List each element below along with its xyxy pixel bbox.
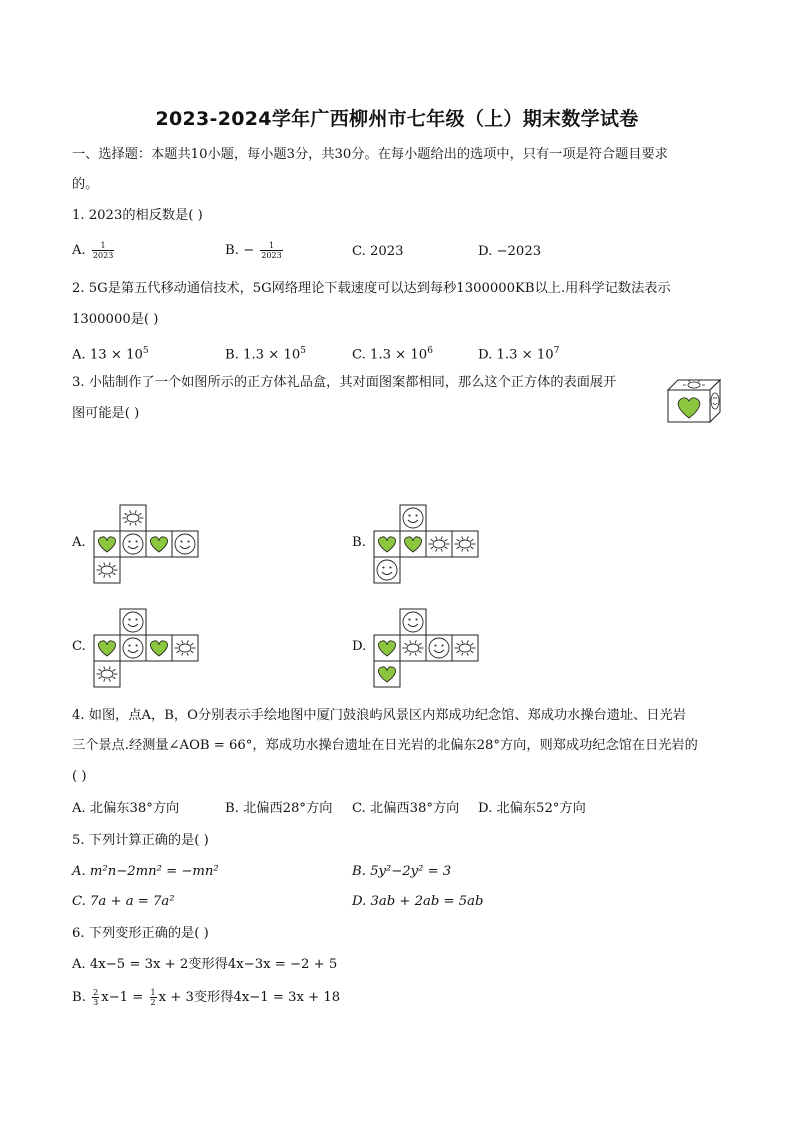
q6-b-frac1-num: 2 xyxy=(93,988,99,997)
q6-b-mid: x−1 = xyxy=(101,990,144,1005)
q3-net-c xyxy=(92,608,202,688)
q6-b-rest: x + 3变形得4x−1 = 3x + 18 xyxy=(158,990,341,1005)
q3-line2: 图可能是( ) xyxy=(72,406,140,421)
q1-option-c: C. 2023 xyxy=(352,244,404,259)
q5-stem: 5. 下列计算正确的是( ) xyxy=(72,833,209,848)
q5-option-b: B. 5y²−2y² = 3 xyxy=(352,864,452,879)
q2-c-base: C. 1.3 × 10 xyxy=(352,347,428,363)
section-heading-line2: 的。 xyxy=(72,177,99,192)
q1-a-denominator: 2023 xyxy=(92,251,114,260)
q3-net-d xyxy=(372,608,482,688)
q4-option-c: C. 北偏西38°方向 xyxy=(352,801,460,816)
q6-option-a: A. 4x−5 = 3x + 2变形得4x−3x = −2 + 5 xyxy=(72,957,338,972)
q5-option-c: C. 7a + a = 7a² xyxy=(72,894,175,909)
q2-c-exponent: 6 xyxy=(427,346,433,356)
q1-option-b xyxy=(225,241,285,260)
smiley-icon xyxy=(123,534,143,554)
q4-line2: 三个景点.经测量∠AOB = 66°，郑成功水操台遗址在日光岩的北偏东28°方向，则郑成功纪念馆在日光岩的 xyxy=(72,738,698,753)
smiley-icon xyxy=(123,612,143,632)
q3-line1: 3. 小陆制作了一个如图所示的正方体礼品盒，其对面图案都相同，那么这个正方体的表面展开 xyxy=(72,375,617,390)
q1-option-d: D. −2023 xyxy=(478,244,542,259)
page-title: 2023-2024学年广西柳州市七年级（上）期末数学试卷 xyxy=(155,108,639,130)
q4-line3: ( ) xyxy=(72,769,87,784)
smiley-icon xyxy=(175,534,195,554)
q6-option-b-label: B. xyxy=(72,990,86,1005)
q4-option-a: A. 北偏东38°方向 xyxy=(72,801,180,816)
q2-line1: 2. 5G是第五代移动通信技术，5G网络理论下载速度可以达到每秒1300000KB以上.用科学记数法表示 xyxy=(72,281,671,296)
q6-stem: 6. 下列变形正确的是( ) xyxy=(72,926,209,941)
q3-option-b-label: B. xyxy=(352,535,366,550)
q3-option-a-label: A. xyxy=(72,535,86,550)
q3-option-d-label: D. xyxy=(352,639,367,654)
smiley-icon xyxy=(377,560,397,580)
q2-option-c xyxy=(352,342,433,364)
q2-d-base: D. 1.3 × 10 xyxy=(478,347,554,363)
q2-option-a xyxy=(72,342,149,364)
q2-d-exponent: 7 xyxy=(553,346,560,356)
q1-stem: 1. 2023的相反数是( ) xyxy=(72,208,203,223)
q2-option-d xyxy=(478,342,559,364)
smiley-icon xyxy=(403,508,423,528)
q1-option-a-fraction xyxy=(92,241,114,260)
q1-option-b-fraction xyxy=(260,241,282,260)
smiley-icon xyxy=(123,638,143,658)
q3-net-a xyxy=(92,504,202,584)
q4-option-d: D. 北偏东52°方向 xyxy=(478,801,586,816)
q5-option-d: D. 3ab + 2ab = 5ab xyxy=(352,894,484,909)
q1-b-numerator: 1 xyxy=(260,241,282,251)
q1-option-a-label: A. xyxy=(72,243,86,258)
q1-option-a xyxy=(72,241,116,260)
smiley-icon xyxy=(429,638,449,658)
q4-option-b: B. 北偏西28°方向 xyxy=(225,801,333,816)
q5-option-a: A. m²n−2mn² = −mn² xyxy=(72,864,219,879)
q2-b-exponent: 5 xyxy=(300,346,306,356)
section-heading-line1: 一、选择题：本题共10小题，每小题3分，共30分。在每小题给出的选项中，只有一项是符合题目要求 xyxy=(72,147,668,162)
q6-b-fraction2 xyxy=(150,988,157,1007)
q2-a-base: A. 13 × 10 xyxy=(72,347,143,363)
cube-icon xyxy=(666,378,722,424)
q6-b-frac2-num: 1 xyxy=(150,988,156,997)
q2-b-base: B. 1.3 × 10 xyxy=(225,347,301,363)
q2-a-exponent: 5 xyxy=(142,346,149,356)
q6-b-fraction1 xyxy=(92,988,99,1007)
smiley-icon xyxy=(403,612,423,632)
q4-line1: 4. 如图，点A，B，O分别表示手绘地图中厦门鼓浪屿风景区内郑成功纪念馆、郑成功水操台遗址、日光岩 xyxy=(72,708,686,723)
q2-option-b xyxy=(225,342,306,364)
q3-net-b xyxy=(372,504,482,584)
q6-b-frac2-den: 2 xyxy=(150,998,156,1007)
q6-b-frac1-den: 3 xyxy=(93,998,99,1007)
q1-b-denominator: 2023 xyxy=(261,251,282,260)
q2-line2: 1300000是( ) xyxy=(72,312,159,327)
q1-option-b-label: B. − xyxy=(225,243,255,258)
q1-a-numerator: 1 xyxy=(92,241,114,251)
q6-option-b xyxy=(72,988,340,1007)
q3-option-c-label: C. xyxy=(72,639,86,654)
